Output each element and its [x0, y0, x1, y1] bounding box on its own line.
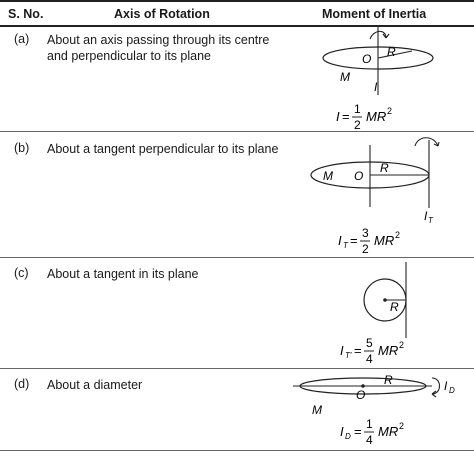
formula-eq: = [342, 109, 350, 124]
formula-exponent: 2 [395, 230, 401, 240]
row-axis-text: About a diameter [47, 378, 143, 392]
formula-rhs: MR [378, 424, 399, 439]
radius-label: R [384, 373, 393, 387]
header-moment: Moment of Inertia [322, 7, 427, 21]
row-sno: (a) [14, 32, 30, 46]
svg-text:I: I [444, 379, 448, 393]
formula-rhs: MR [366, 109, 387, 124]
formula-denominator: 2 [354, 118, 361, 131]
table-top-border [0, 0, 474, 2]
formula-d [340, 417, 404, 447]
formula-subscript: D [345, 432, 351, 441]
formula-lhs: I [340, 343, 344, 358]
formula-denominator: 2 [362, 242, 369, 256]
axis-label: I [374, 80, 378, 94]
mass-label: M [312, 403, 322, 417]
mass-label: M [340, 70, 350, 84]
centre-label: O [356, 388, 366, 402]
formula-lhs: I [338, 233, 342, 248]
formula-numerator: 3 [362, 226, 369, 240]
formula-rhs: MR [378, 343, 399, 358]
formula-denominator: 4 [366, 433, 373, 447]
formula-eq: = [350, 233, 358, 248]
figure-ring-diameter [290, 369, 474, 451]
formula-numerator: 1 [366, 417, 373, 431]
row-sno: (b) [14, 141, 30, 155]
formula-denominator: 4 [366, 352, 373, 366]
row-sno: (d) [14, 377, 30, 391]
centre-label: O [354, 169, 364, 183]
header-axis: Axis of Rotation [114, 7, 210, 21]
row-axis-text: About a tangent in its plane [47, 267, 199, 281]
figure-ring-centre-axis [290, 25, 474, 131]
svg-text:I: I [424, 209, 428, 223]
formula-rhs: MR [374, 233, 395, 248]
formula-numerator: 5 [366, 336, 373, 350]
formula-c [340, 336, 404, 366]
formula-exponent: 2 [387, 106, 393, 116]
tangent-axis-label [424, 209, 434, 225]
radius-label: R [387, 45, 396, 59]
formula-numerator: 1 [354, 102, 361, 116]
diameter-axis-label [444, 379, 455, 395]
formula-exponent: 2 [399, 421, 405, 431]
formula-b [338, 226, 400, 256]
formula-a [336, 102, 392, 131]
figure-ring-tangent-in-plane [290, 258, 474, 368]
figure-ring-tangent-perpendicular [290, 132, 474, 257]
mass-label: M [323, 169, 333, 183]
row-axis-text: About an axis passing through its centre and perpendicular to its plane [47, 33, 270, 63]
row-axis-text: About a tangent perpendicular to its plane [47, 142, 279, 156]
formula-eq: = [354, 424, 362, 439]
radius-label: R [390, 300, 399, 314]
svg-text:D: D [449, 386, 455, 395]
formula-exponent: 2 [399, 340, 405, 350]
formula-subscript: T [343, 241, 348, 250]
formula-subscript: T' [345, 351, 352, 360]
formula-lhs: I [336, 109, 340, 124]
header-sno: S. No. [8, 7, 44, 21]
formula-eq: = [354, 343, 362, 358]
formula-lhs: I [340, 424, 344, 439]
centre-label: O [362, 52, 372, 66]
radius-label: R [380, 161, 389, 175]
row-sno: (c) [14, 266, 29, 280]
table-bottom-border [0, 450, 474, 451]
svg-text:T: T [428, 216, 433, 225]
